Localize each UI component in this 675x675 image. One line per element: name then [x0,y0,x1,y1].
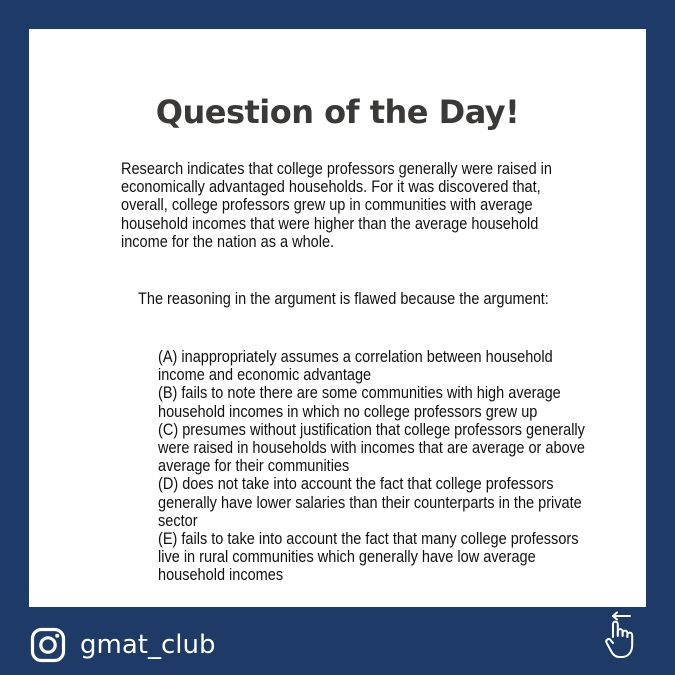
instagram-icon[interactable] [30,627,66,663]
option-e-line: live in rural communities which generally have low average [158,548,536,567]
option-c-line: were raised in households with incomes that are average or above [158,439,585,458]
passage-line: household incomes that were higher than the average household [121,214,539,233]
option-b-line: household incomes in which no college professors grew up [158,402,538,421]
answer-options [158,348,585,585]
option-d-line: (D) does not take into account the fact that college professors [158,475,554,494]
instagram-handle[interactable]: gmat_club [80,630,216,660]
option-d-line: generally have lower salaries than their counterparts in the private [158,493,582,512]
passage-line: Research indicates that college professors generally were raised in [121,160,552,178]
passage-line: overall, college professors grew up in communities with average [121,196,533,215]
page-title: Question of the Day! [155,93,520,131]
option-d-line: sector [158,511,198,530]
passage [121,160,601,251]
option-c-line: average for their communities [158,457,350,476]
question-card [29,29,646,607]
swipe-left-hand-icon[interactable] [600,611,644,661]
option-a-line: income and economic advantage [158,366,372,385]
option-e-line: household incomes [158,566,284,585]
option-e-line: (E) fails to take into account the fact that many college professors [158,530,579,549]
option-a-line: (A) inappropriately assumes a correlation between household [158,348,553,366]
question-stem: The reasoning in the argument is flawed because the argument: [138,290,549,308]
passage-line: income for the nation as a whole. [121,232,335,251]
option-c-line: (C) presumes without justification that college professors generally [158,420,585,439]
option-b-line: (B) fails to note there are some communities with high average [158,384,561,403]
passage-line: economically advantaged households. For it was discovered that, [121,178,541,197]
